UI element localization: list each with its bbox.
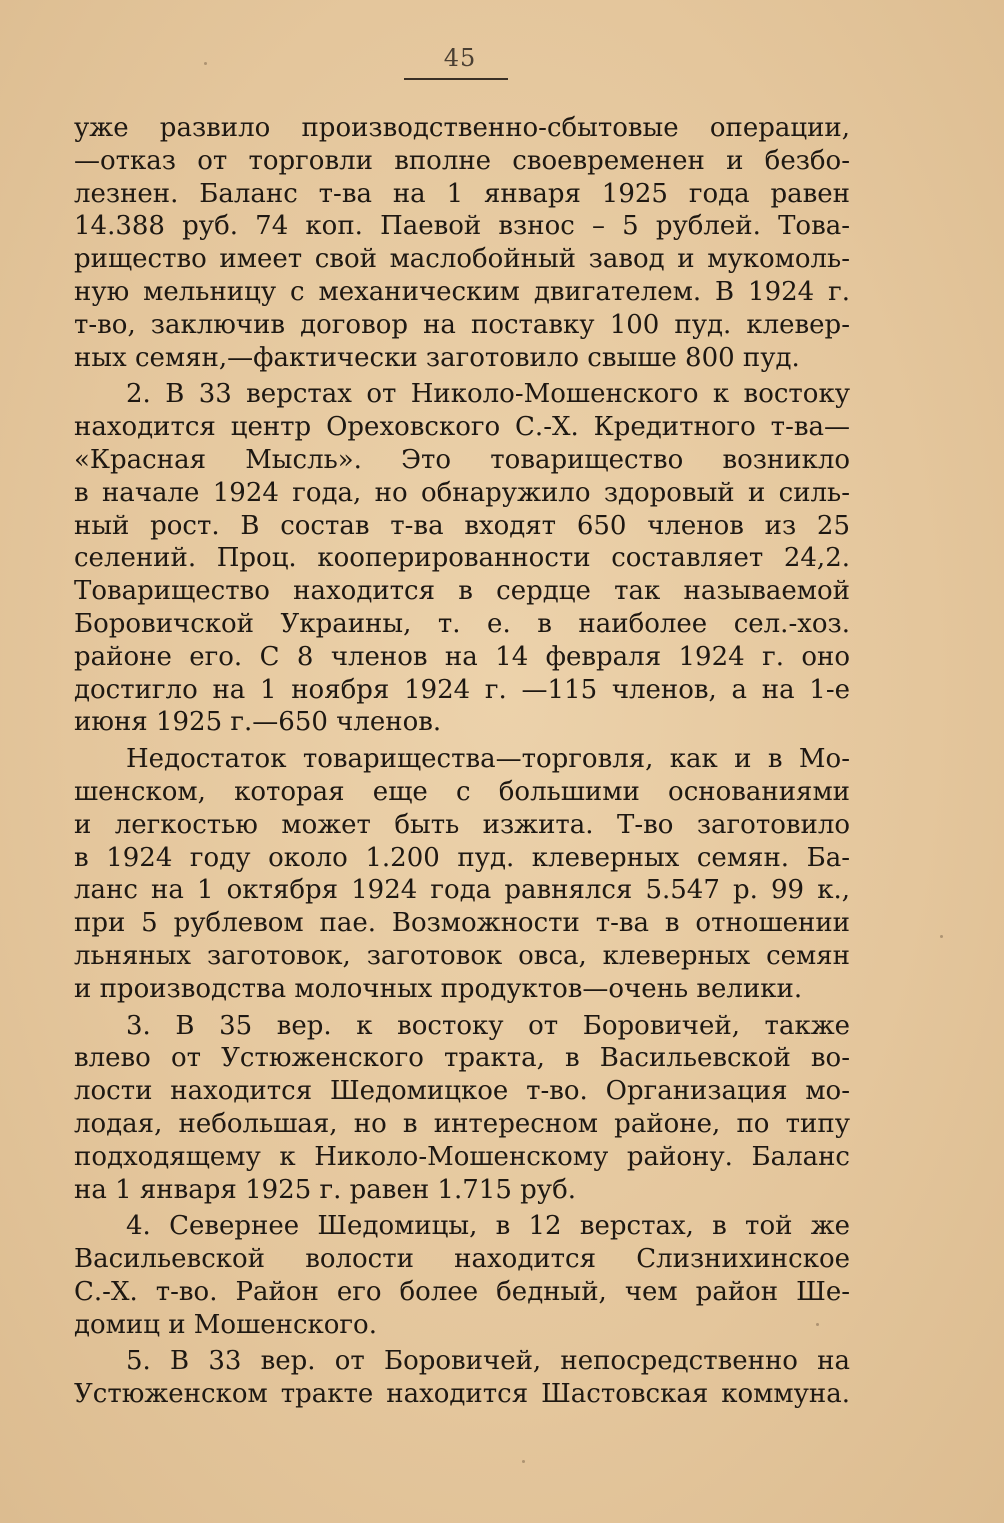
text-line: влево от Устюженского тракта, в Васильевской во- — [74, 1043, 850, 1074]
text-line: и легкостью может быть изжита. Т-во заготовило — [74, 809, 850, 840]
text-line: С.-Х. т-во. Район его более бедный, чем район Ше- — [74, 1276, 850, 1307]
text-line: в 1924 году около 1.200 пуд. клеверных семян. Ба- — [74, 842, 850, 873]
text-line: лезнен. Баланс т-ва на 1 января 1925 года равен — [74, 178, 850, 209]
text-line: находится центр Ореховского С.-Х. Кредитного т-ва— — [74, 412, 850, 443]
text-line: 2. В 33 верстах от Николо-Мошенского к востоку — [126, 379, 850, 410]
text-line: ланс на 1 октября 1924 года равнялся 5.547 р. 99 к., — [74, 875, 850, 906]
text-line: и производства молочных продуктов—очень велики. — [74, 973, 803, 1004]
text-line: 3. В 35 вер. к востоку от Боровичей, также — [126, 1010, 850, 1041]
text-line: лости находится Шедомицкое т-во. Организация мо- — [74, 1076, 850, 1107]
text-line: подходящему к Николо-Мошенскому району. Баланс — [74, 1141, 850, 1172]
text-line: 5. В 33 вер. от Боровичей, непосредственно на — [126, 1346, 850, 1377]
text-line: шенском, которая еще с большими основаниями — [74, 776, 850, 807]
text-line: Боровичской Украины, т. е. в наиболее сел.-хоз. — [74, 608, 850, 639]
text-line: районе его. С 8 членов на 14 февраля 1924 г. оно — [74, 641, 850, 672]
paper-fleck — [940, 935, 943, 938]
text-line: Васильевской волости находится Слизнихинское — [74, 1244, 850, 1275]
text-line: при 5 рублевом пае. Возможности т-ва в отношении — [74, 908, 850, 939]
text-line: 14.388 руб. 74 коп. Паевой взнос – 5 рублей. Това- — [74, 211, 850, 242]
text-line: на 1 января 1925 г. равен 1.715 руб. — [74, 1174, 576, 1205]
text-line: 4. Севернее Шедомицы, в 12 верстах, в той же — [126, 1211, 850, 1242]
text-line: домиц и Мошенского. — [74, 1309, 377, 1340]
text-line: лодая, небольшая, но в интересном районе, по типу — [74, 1108, 850, 1139]
text-line: уже развило производственно-сбытовые операции, — [74, 113, 850, 143]
text-line: рищество имеет свой маслобойный завод и мукомоль- — [74, 244, 850, 275]
text-line: в начале 1924 года, но обнаружило здоровый и силь- — [74, 477, 850, 508]
paper-fleck — [204, 62, 207, 65]
text-line: ную мельницу с механическим двигателем. В 1924 г. — [74, 276, 850, 307]
paper-fleck — [522, 1460, 525, 1463]
text-line: —отказ от торговли вполне своевременен и безбо- — [74, 145, 850, 176]
text-line: ных семян,—фактически заготовило свыше 800 пуд. — [74, 342, 800, 373]
body-text — [74, 112, 850, 1411]
text-line: селений. Проц. кооперированности составляет 24,2. — [74, 543, 850, 574]
text-line: Недостаток товарищества—торговля, как и в Мо- — [126, 744, 850, 775]
text-line: льняных заготовок, заготовок овса, клеверных семян — [74, 940, 850, 971]
paper-fleck — [816, 1323, 819, 1326]
text-line: т-во, заключив договор на поставку 100 пуд. клевер- — [74, 309, 850, 340]
text-line: «Красная Мысль». Это товарищество возникло — [74, 444, 850, 475]
text-line: ный рост. В состав т-ва входят 650 членов из 25 — [74, 510, 850, 541]
text-line: Товарищество находится в сердце так называемой — [74, 576, 850, 607]
text-line: Устюженском тракте находится Шастовская коммуна. — [74, 1379, 850, 1410]
text-line: достигло на 1 ноября 1924 г. —115 членов, а на 1-е — [74, 674, 850, 705]
page-number: 45 — [443, 44, 477, 72]
text-line: июня 1925 г.—650 членов. — [74, 707, 442, 738]
page-number-rule — [404, 78, 508, 80]
